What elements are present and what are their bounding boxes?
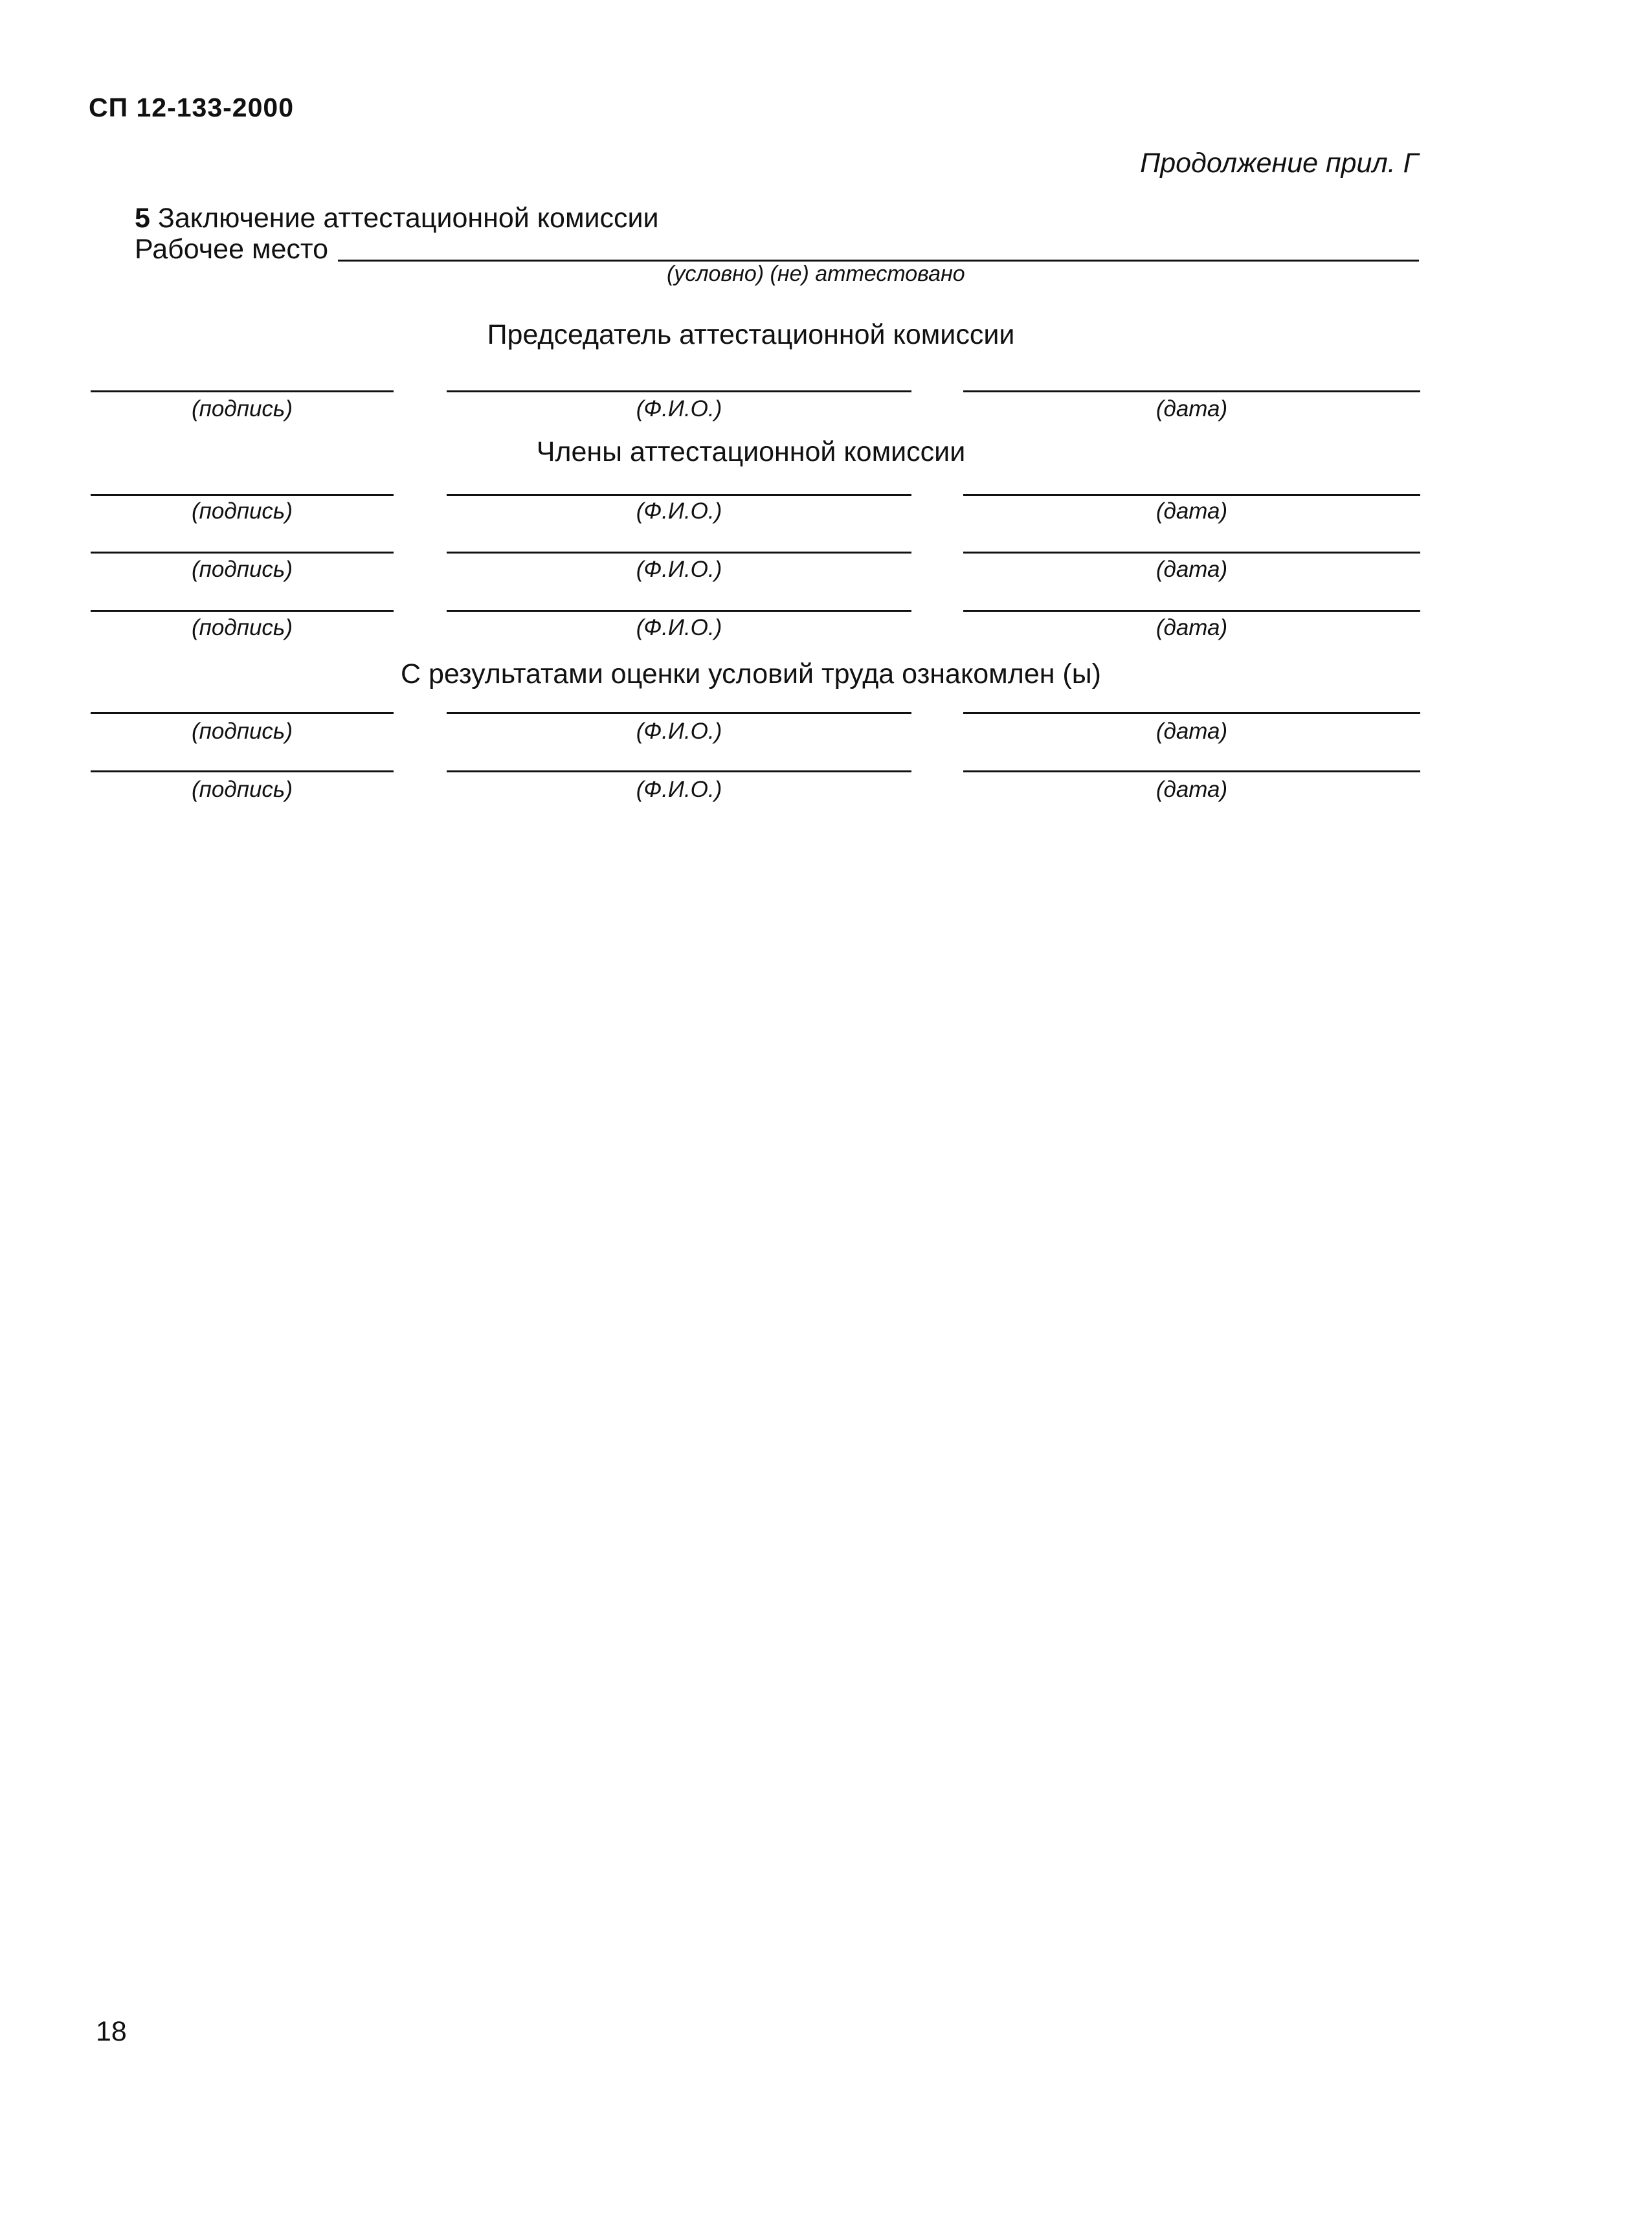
section-title <box>135 203 659 234</box>
acquainted-heading: С результатами оценки условий труда ознакомлен (ы) <box>401 658 1101 689</box>
continuation-label: Продолжение прил. Г <box>1140 148 1418 179</box>
member-1-date-caption: (дата) <box>1155 498 1228 524</box>
acquainted-1-signature-line[interactable] <box>91 712 394 714</box>
member-2-name-line[interactable] <box>447 552 911 554</box>
acquainted-2-name-caption: (Ф.И.О.) <box>636 777 722 802</box>
chairman-signature-line[interactable] <box>91 390 394 392</box>
member-3-date-line[interactable] <box>963 610 1420 612</box>
chairman-heading: Председатель аттестационной комиссии <box>487 319 1015 350</box>
member-3-name-caption: (Ф.И.О.) <box>636 615 722 640</box>
member-2-date-caption: (дата) <box>1155 557 1228 582</box>
acquainted-2-date-caption: (дата) <box>1155 777 1228 802</box>
chairman-name-line[interactable] <box>447 390 911 392</box>
acquainted-1-date-caption: (дата) <box>1155 719 1228 744</box>
member-2-name-caption: (Ф.И.О.) <box>636 557 722 582</box>
member-2-signature-line[interactable] <box>91 552 394 554</box>
workplace-caption: (условно) (не) аттестовано <box>667 262 965 286</box>
acquainted-2-signature-caption: (подпись) <box>191 777 293 802</box>
member-3-date-caption: (дата) <box>1155 615 1228 640</box>
document-code: СП 12-133-2000 <box>89 93 294 122</box>
acquainted-1-name-line[interactable] <box>447 712 911 714</box>
acquainted-2-date-line[interactable] <box>963 770 1420 772</box>
chairman-date-caption: (дата) <box>1155 396 1228 421</box>
acquainted-1-date-line[interactable] <box>963 712 1420 714</box>
section-number: 5 <box>135 203 150 234</box>
member-1-date-line[interactable] <box>963 494 1420 496</box>
member-1-signature-line[interactable] <box>91 494 394 496</box>
member-2-signature-caption: (подпись) <box>191 557 293 582</box>
member-3-signature-caption: (подпись) <box>191 615 293 640</box>
page-number: 18 <box>96 2016 127 2047</box>
acquainted-1-name-caption: (Ф.И.О.) <box>636 719 722 744</box>
member-3-name-line[interactable] <box>447 610 911 612</box>
member-2-date-line[interactable] <box>963 552 1420 554</box>
section-title-text: Заключение аттестационной комиссии <box>157 203 659 234</box>
chairman-name-caption: (Ф.И.О.) <box>636 396 722 421</box>
chairman-date-line[interactable] <box>963 390 1420 392</box>
workplace-label: Рабочее место <box>135 234 329 265</box>
member-3-signature-line[interactable] <box>91 610 394 612</box>
acquainted-2-signature-line[interactable] <box>91 770 394 772</box>
acquainted-2-name-line[interactable] <box>447 770 911 772</box>
members-heading: Члены аттестационной комиссии <box>536 436 966 467</box>
chairman-signature-caption: (подпись) <box>191 396 293 421</box>
member-1-signature-caption: (подпись) <box>191 498 293 524</box>
member-1-name-caption: (Ф.И.О.) <box>636 498 722 524</box>
acquainted-1-signature-caption: (подпись) <box>191 719 293 744</box>
member-1-name-line[interactable] <box>447 494 911 496</box>
